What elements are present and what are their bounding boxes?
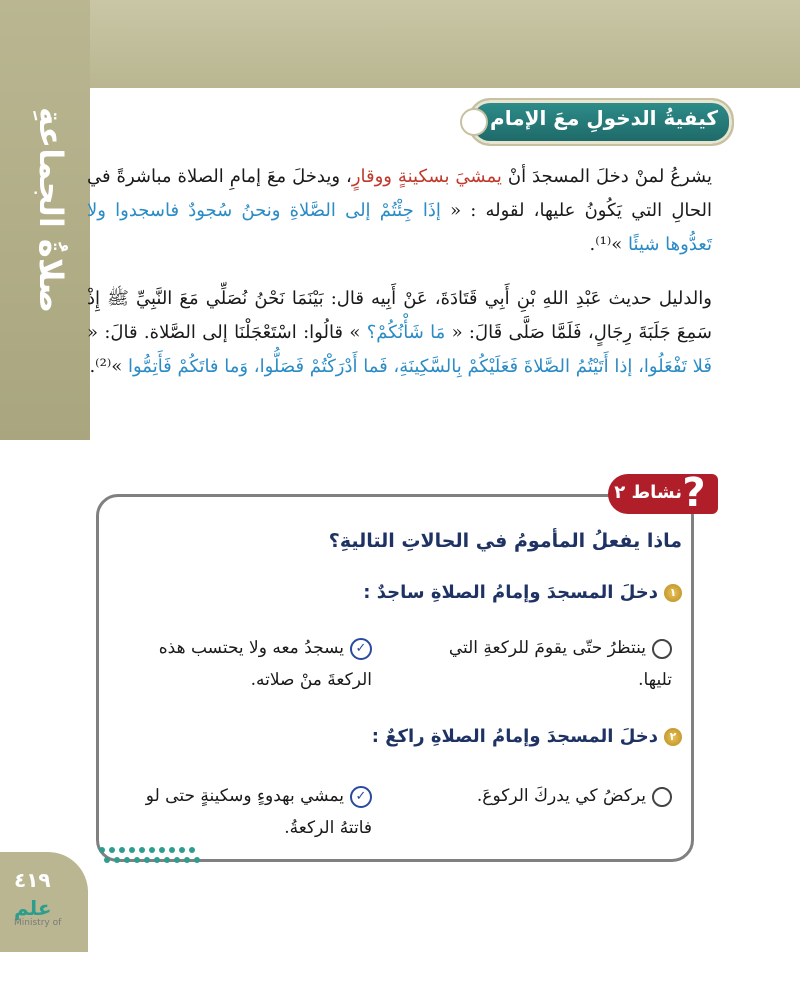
case-number-badge: ٢ bbox=[664, 728, 682, 746]
case-2-text: دخلَ المسجدَ وإمامُ الصلاةِ راكعٌ : bbox=[371, 726, 658, 747]
case-1-text: دخلَ المسجدَ وإمامُ الصلاةِ ساجدٌ : bbox=[363, 582, 658, 603]
page-number: ٤١٩ bbox=[14, 868, 51, 892]
activity-tab bbox=[608, 470, 718, 516]
case-1-title bbox=[363, 582, 682, 603]
case-2-title bbox=[372, 726, 682, 747]
case-number-badge: ١ bbox=[664, 584, 682, 602]
p1-text-2: ، ويدخلَ معَ إمامِ الصلاة مباشرةً في الحالِ التي يَكُونُ عليها، لقوله : « bbox=[87, 166, 712, 221]
check-circle-icon[interactable]: ✓ bbox=[350, 638, 372, 660]
p2-quote-1: مَا شَأْنُكُمْ؟ bbox=[366, 322, 446, 343]
radio-empty-icon[interactable] bbox=[652, 639, 672, 659]
case-1-option-a-text: ينتظرُ حتّى يقومَ للركعةِ التي تليها. bbox=[448, 638, 672, 690]
p1-text-1: يشرعُ لمنْ دخلَ المسجدَ أنْ bbox=[501, 166, 713, 187]
activity-question: ماذا يفعلُ المأمومُ في الحالاتِ التاليةِ؟ bbox=[328, 530, 682, 552]
case-2-option-a[interactable] bbox=[422, 780, 672, 812]
inner-corner bbox=[90, 88, 150, 148]
case-2-option-a-text: يركضُ كي يدركَ الركوعَ. bbox=[476, 786, 646, 806]
ministry-logo-sub: Ministry of bbox=[14, 918, 62, 928]
p2-footnote: »⁽²⁾. bbox=[89, 356, 128, 377]
p1-footnote: »⁽¹⁾. bbox=[589, 234, 629, 255]
ministry-logo-text: علم bbox=[14, 896, 52, 920]
p1-highlight: يمشيَ بسكينةٍ ووقارٍ bbox=[351, 166, 502, 187]
case-1-option-b[interactable] bbox=[132, 632, 372, 696]
top-band bbox=[0, 0, 800, 88]
question-mark-icon: ? bbox=[682, 470, 706, 516]
section-title: كيفيةُ الدخولِ معَ الإمام bbox=[490, 106, 718, 130]
radio-empty-icon[interactable] bbox=[652, 787, 672, 807]
p2-text-2: » قالُوا: اسْتَعْجَلْنَا إلى الصَّلاة. قالَ: « bbox=[87, 322, 367, 343]
paragraph-1 bbox=[87, 160, 712, 262]
section-header bbox=[468, 98, 734, 146]
check-circle-icon[interactable]: ✓ bbox=[350, 786, 372, 808]
case-1-option-b-text: يسجدُ معه ولا يحتسب هذه الركعةَ منْ صلاته. bbox=[158, 638, 372, 690]
p2-quote-2: فَلا تَفْعَلُوا، إذا أَتَيْتُمُ الصَّلاةَ فَعَلَيْكُمْ بِالسَّكِينَةِ، فَما أَدْرَكْتُمْ فَصَلُّوا، وَما فاتَكُمْ فَأَتِمُّوا bbox=[127, 356, 712, 377]
paragraph-2 bbox=[87, 282, 712, 384]
dots-pattern-icon bbox=[96, 842, 204, 872]
activity-label: نشاط ٢ bbox=[614, 482, 682, 503]
p1-hadith-quote: إذَا جِئْتُمْ إلى الصَّلاةِ ونحنُ سُجودٌ فاسجدوا ولا تَعدُّوها شيئًا bbox=[87, 200, 712, 255]
case-2-option-b[interactable] bbox=[132, 780, 372, 844]
p2-text-1: والدليل حديث عَبْدِ اللهِ بْنِ أَبِي قَتَادَةَ، عَنْ أَبِيه قال: بَيْنَمَا نَحْنُ نُصَلِّي مَعَ النَّبِيِّ ﷺ إِذْ سَمِعَ جَلَبَةَ رِجَالٍ، فَلَمَّا صَلَّى قَالَ: « bbox=[87, 288, 712, 343]
chapter-title: صلاةُ الجماعةِ bbox=[32, 106, 70, 314]
case-2-option-b-text: يمشي بهدوءٍ وسكينةٍ حتى لو فاتتهُ الركعةُ. bbox=[145, 786, 372, 838]
pill-notch bbox=[460, 108, 488, 136]
case-1-option-a[interactable] bbox=[422, 632, 672, 696]
